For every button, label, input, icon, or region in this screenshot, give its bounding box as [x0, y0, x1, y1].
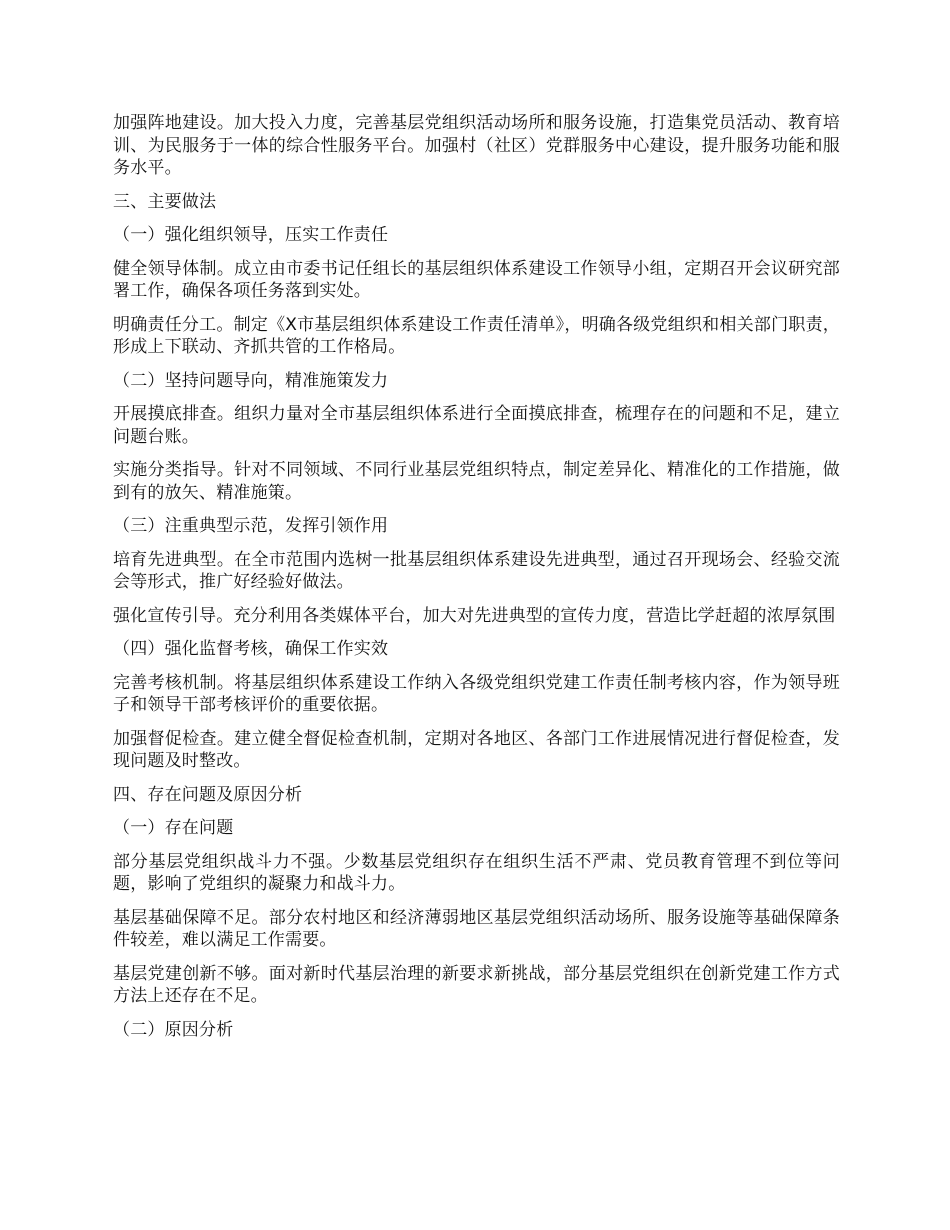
subsection-heading: （二）坚持问题导向，精准施策发力	[113, 370, 389, 391]
body-paragraph: 基层基础保障不足。部分农村地区和经济薄弱地区基层党组织活动场所、服务设施等基础保障条件较差，难以满足工作需要。	[113, 907, 840, 950]
section-heading: 三、主要做法	[113, 191, 217, 212]
body-paragraph: 健全领导体制。成立由市委书记任组长的基层组织体系建设工作领导小组，定期召开会议研究部署工作，确保各项任务落到实处。	[113, 258, 840, 301]
body-paragraph: 实施分类指导。针对不同领域、不同行业基层党组织特点，制定差异化、精准化的工作措施，做到有的放矢、精准施策。	[113, 460, 840, 503]
body-paragraph: 开展摸底排查。组织力量对全市基层组织体系进行全面摸底排查，梳理存在的问题和不足，建立问题台账。	[113, 404, 840, 447]
body-paragraph: 加强阵地建设。加大投入力度，完善基层党组织活动场所和服务设施，打造集党员活动、教育培训、为民服务于一体的综合性服务平台。加强村（社区）党群服务中心建设，提升服务功能和服务水平。	[113, 113, 840, 178]
body-paragraph: 明确责任分工。制定《X市基层组织体系建设工作责任清单》，明确各级党组织和相关部门职责，形成上下联动、齐抓共管的工作格局。	[113, 314, 840, 357]
body-paragraph: 加强督促检查。建立健全督促检查机制，定期对各地区、各部门工作进展情况进行督促检查，发现问题及时整改。	[113, 728, 840, 771]
subsection-heading: （一）存在问题	[113, 818, 234, 838]
subsection-heading: （二）原因分析	[113, 1019, 234, 1040]
body-paragraph: 强化宣传引导。充分利用各类媒体平台，加大对先进典型的宣传力度，营造比学赶超的浓厚氛围	[113, 605, 836, 626]
subsection-heading: （一）强化组织领导，压实工作责任	[113, 225, 389, 245]
body-paragraph: 培育先进典型。在全市范围内选树一批基层组织体系建设先进典型，通过召开现场会、经验交流会等形式，推广好经验好做法。	[113, 549, 840, 592]
body-paragraph: 部分基层党组织战斗力不强。少数基层党组织存在组织生活不严肃、党员教育管理不到位等问题，影响了党组织的凝聚力和战斗力。	[113, 851, 840, 894]
section-heading: 四、存在问题及原因分析	[113, 784, 303, 805]
document-body	[113, 112, 840, 1052]
subsection-heading: （四）强化监督考核，确保工作实效	[113, 639, 389, 659]
body-paragraph: 完善考核机制。将基层组织体系建设工作纳入各级党组织党建工作责任制考核内容，作为领导班子和领导干部考核评价的重要依据。	[113, 672, 840, 715]
body-paragraph: 基层党建创新不够。面对新时代基层治理的新要求新挑战，部分基层党组织在创新党建工作方式方法上还存在不足。	[113, 963, 840, 1006]
subsection-heading: （三）注重典型示范，发挥引领作用	[113, 516, 389, 536]
